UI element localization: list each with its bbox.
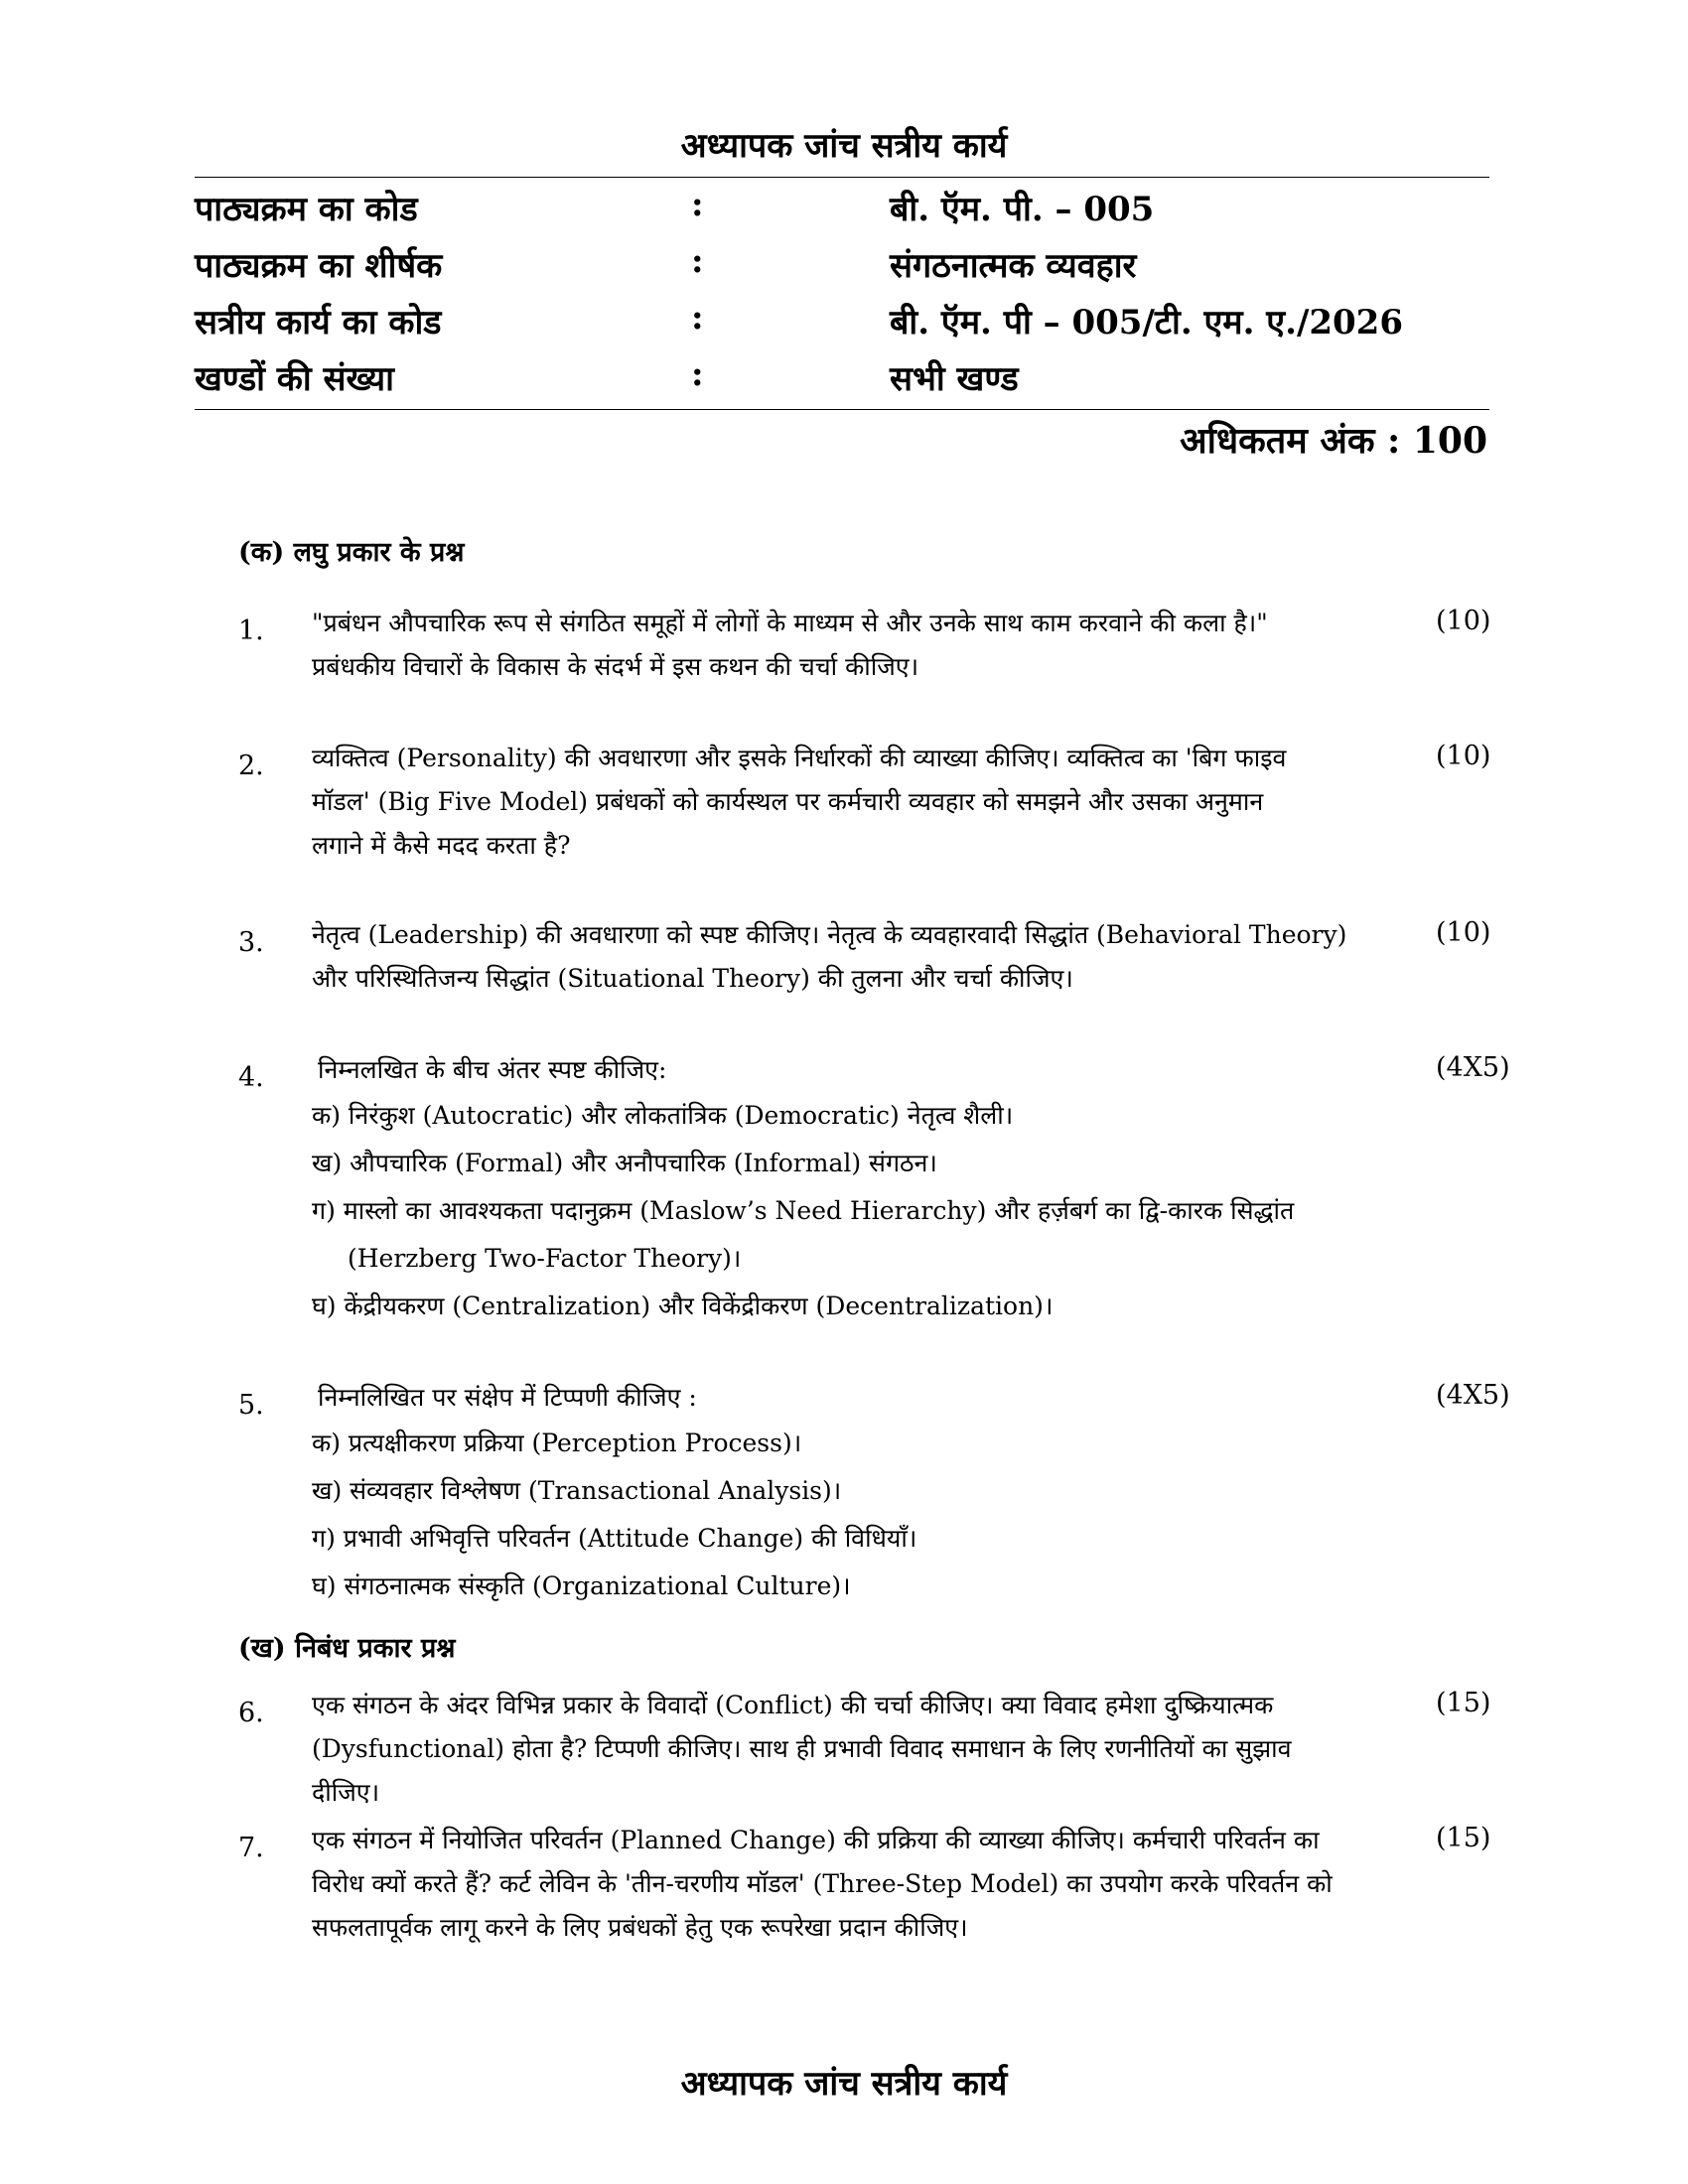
question-body xyxy=(312,1684,1424,1815)
question-marks: (10) xyxy=(1436,741,1491,771)
course-code-value: बी. ऍम. पी. – 005 xyxy=(890,190,1155,229)
question-line: व्यक्तित्व (Personality) की अवधारणा और इसके निर्धारकों की व्याख्या कीजिए। व्यक्तित्व का 'बिग फाइव xyxy=(312,744,1287,772)
question-number: 5. xyxy=(238,1390,264,1421)
question-line: नेतृत्व (Leadership) की अवधारणा को स्पष्ट कीजिए। नेतृत्व के व्यवहारवादी सिद्धांत (Behavioral Theory) xyxy=(312,920,1347,949)
question-line: लगाने में कैसे मदद करता है? xyxy=(312,831,571,860)
info-row-blocks xyxy=(195,354,1489,410)
question-body xyxy=(312,602,1424,689)
section-b-heading: (ख) निबंध प्रकार प्रश्न xyxy=(238,1633,456,1664)
question-number: 2. xyxy=(238,751,264,781)
page-title: अध्यापक जांच सत्रीय कार्य xyxy=(680,126,1008,166)
question-sub-item: ख) औपचारिक (Formal) और अनौपचारिक (Informal) संगठन। xyxy=(312,1149,937,1177)
question-sub-item: क) प्रत्यक्षीकरण प्रक्रिया (Perception Process)। xyxy=(312,1429,802,1457)
question-sub-item: ग) मास्लो का आवश्यकता पदानुक्रम (Maslow’s Need Hierarchy) और हर्ज़बर्ग का द्वि-कारक सिद्धांत xyxy=(312,1196,1295,1225)
question-intro: निम्नलिखित पर संक्षेप में टिप्पणी कीजिए : xyxy=(318,1383,697,1412)
course-title-label: पाठ्यक्रम का शीर्षक xyxy=(195,246,443,286)
question-line: "प्रबंधन औपचारिक रूप से संगठित समूहों में लोगों के माध्यम से और उनके साथ काम करवाने की कला है।" xyxy=(312,609,1268,637)
question-marks: (4X5) xyxy=(1436,1380,1510,1411)
course-title-separator: : xyxy=(691,241,704,281)
blocks-label: खण्डों की संख्या xyxy=(195,359,394,399)
question-line: सफलतापूर्वक लागू करने के लिए प्रबंधकों हेतु एक रूपरेखा प्रदान कीजिए। xyxy=(312,1913,968,1942)
assignment-code-label: सत्रीय कार्य का कोड xyxy=(195,303,442,342)
question-line: एक संगठन में नियोजित परिवर्तन (Planned Change) की प्रक्रिया की व्याख्या कीजिए। कर्मचारी परिवर्तन का xyxy=(312,1826,1320,1854)
course-code-separator: : xyxy=(691,185,704,224)
question-sub-item: क) निरंकुश (Autocratic) और लोकतांत्रिक (Democratic) नेतृत्व शैली। xyxy=(312,1101,1014,1130)
question-number: 6. xyxy=(238,1698,264,1728)
header-bottom-rule xyxy=(195,409,1489,410)
course-code-label: पाठ्यक्रम का कोड xyxy=(195,190,418,229)
question-number: 4. xyxy=(238,1062,264,1093)
question-marks: (10) xyxy=(1436,917,1491,948)
question-line: दीजिए। xyxy=(312,1778,380,1807)
footer-title: अध्यापक जांच सत्रीय कार्य xyxy=(680,2064,1008,2104)
question-sub-item-continuation: (Herzberg Two-Factor Theory)। xyxy=(348,1244,742,1273)
question-marks: (4X5) xyxy=(1436,1052,1510,1083)
question-sub-item: ख) संव्यवहार विश्लेषण (Transactional Analysis)। xyxy=(312,1476,842,1505)
question-body xyxy=(312,1048,1424,1330)
question-marks: (15) xyxy=(1436,1823,1491,1853)
header-top-rule xyxy=(195,177,1489,178)
question-body xyxy=(312,1819,1424,1950)
question-sub-item: घ) संगठनात्मक संस्कृति (Organizational Culture)। xyxy=(312,1571,851,1600)
question-line: एक संगठन के अंदर विभिन्न प्रकार के विवादों (Conflict) की चर्चा कीजिए। क्या विवाद हमेशा दुष्क्रियात्मक xyxy=(312,1691,1274,1719)
info-row-assignment-code xyxy=(195,298,1489,353)
blocks-separator: : xyxy=(691,354,704,394)
question-body xyxy=(312,1376,1424,1610)
question-body xyxy=(312,737,1424,868)
question-number: 1. xyxy=(238,615,264,646)
question-body xyxy=(312,913,1424,1001)
section-a-heading: (क) लघु प्रकार के प्रश्न xyxy=(238,537,465,568)
info-row-course-code xyxy=(195,185,1489,240)
question-line: (Dysfunctional) होता है? टिप्पणी कीजिए। साथ ही प्रभावी विवाद समाधान के लिए रणनीतियों का सुझाव xyxy=(312,1734,1292,1763)
question-sub-item: घ) केंद्रीयकरण (Centralization) और विकेंद्रीकरण (Decentralization)। xyxy=(312,1292,1054,1320)
info-row-course-title xyxy=(195,241,1489,297)
question-line: विरोध क्यों करते हैं? कर्ट लेविन के 'तीन-चरणीय मॉडल' (Three-Step Model) का उपयोग करके परिवर्तन को xyxy=(312,1869,1333,1898)
blocks-value: सभी खण्ड xyxy=(890,359,1019,399)
question-line: और परिस्थितिजन्य सिद्धांत (Situational Theory) की तुलना और चर्चा कीजिए। xyxy=(312,964,1073,993)
question-sub-item: ग) प्रभावी अभिवृत्ति परिवर्तन (Attitude Change) की विधियाँ। xyxy=(312,1524,917,1553)
question-number: 3. xyxy=(238,927,264,958)
question-line: मॉडल' (Big Five Model) प्रबंधकों को कार्यस्थल पर कर्मचारी व्यवहार को समझने और उसका अनुमान xyxy=(312,787,1264,816)
course-title-value: संगठनात्मक व्यवहार xyxy=(890,246,1137,286)
question-marks: (15) xyxy=(1436,1688,1491,1718)
question-number: 7. xyxy=(238,1833,264,1863)
assignment-code-separator: : xyxy=(691,298,704,338)
assignment-code-value: बी. ऍम. पी – 005/टी. एम. ए./2026 xyxy=(890,303,1403,342)
question-line: प्रबंधकीय विचारों के विकास के संदर्भ में इस कथन की चर्चा कीजिए। xyxy=(312,652,919,681)
question-intro: निम्नलखित के बीच अंतर स्पष्ट कीजिए: xyxy=(318,1055,667,1084)
question-marks: (10) xyxy=(1436,606,1491,636)
max-marks: अधिकतम अंक : 100 xyxy=(1180,420,1487,462)
